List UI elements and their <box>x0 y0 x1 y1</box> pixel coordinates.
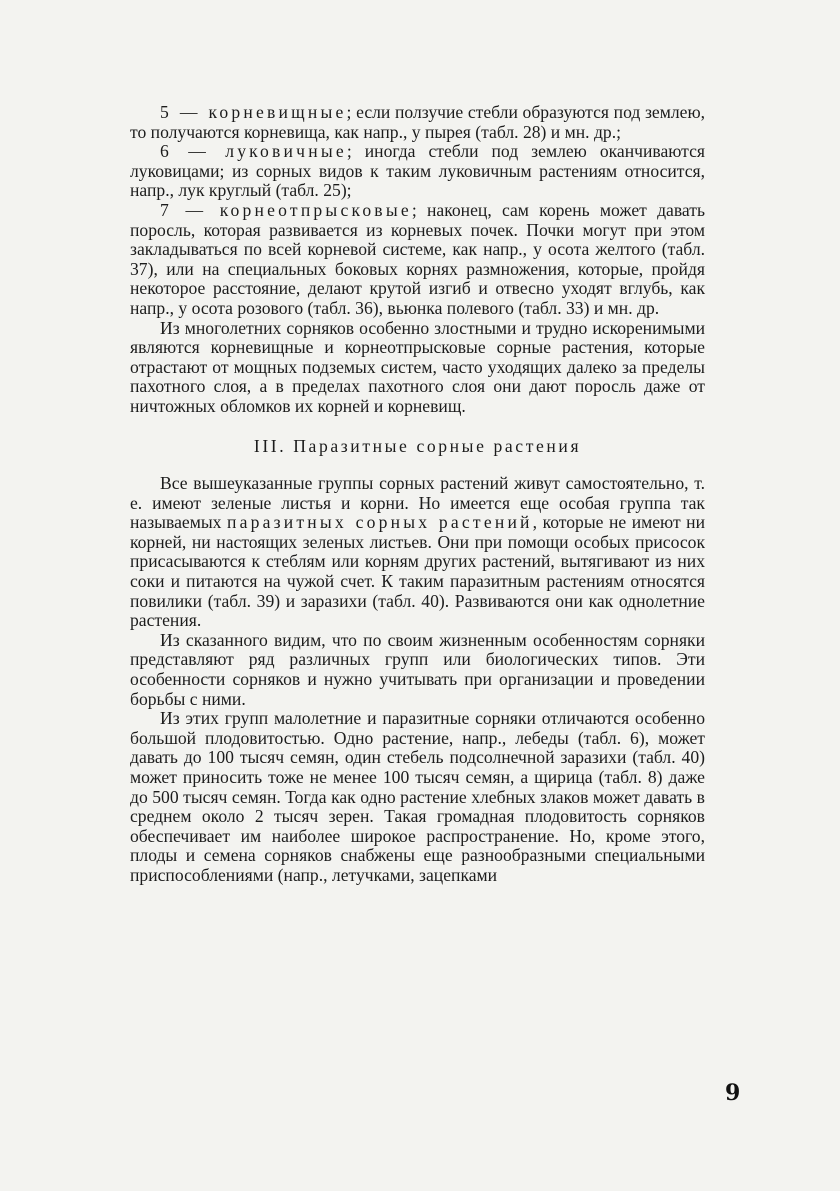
paragraph-root-sucker-text: ; наконец, сам корень может давать поросль, которая развивается из корневых почек. Почки могут при этом закладываться по всей корневой системе, как напр., у осота желтого (табл. 37), или на специальных боковых корнях размножения, которые, пройдя некоторое расстояние, делают крутой изгиб и отвесно уходят вглубь, как напр., у осота розового (табл. 36), вьюнка полевого (табл. 33) и мн. др. <box>130 199 705 318</box>
term-bulbous: 6 — луковичные <box>160 141 347 162</box>
section-heading: III. Паразитные сорные растения <box>253 435 582 456</box>
paragraph-parasitic-before: Все вышеуказанные группы сорных растений живут самостоятельно, т. е. имеют зеленые листья и корни. Но имеется еще особая группа так называемых <box>130 473 705 533</box>
paragraph-parasitic <box>130 474 705 631</box>
term-parasitic: паразитных сорных растений <box>226 512 533 533</box>
body-text <box>130 103 705 886</box>
paragraph-parasitic-after: , которые не имеют ни корней, ни настоящих зеленых листьев. Они при помощи особых присосок присасываются к стеблям или корням других растений, вытягивают из них соки и питаются на чужой счет. К таким паразитным растениям относятся повилики (табл. 39) и заразихи (табл. 40). Развиваются они как однолетние растения. <box>130 512 705 631</box>
term-root-sucker: 7 — корнеотпрысковые <box>160 199 412 220</box>
term-rhizome: 5 — корневищные <box>160 102 347 122</box>
paragraph-fertility: Из этих групп малолетние и паразитные сорняки отличаются особенно большой плодовитостью. Одно растение, напр., лебеды (табл. 6), может давать до 100 тысяч семян, один стебель подсолнечной заразихи (табл. 40) может приносить тоже не менее 100 тысяч семян, а щирица (табл. 8) даже до 500 тысяч семян. Тогда как одно растение хлебных злаков может давать в среднем около 2 тысяч зерен. Такая громадная плодовитость сорняков обеспечивает им наиболее широкое распространение. Но, кроме этого, плоды и семена сорняков снабжены еще разнообразными специальными приспособлениями (напр., летучками, зацепками <box>130 708 705 885</box>
paragraph-perennial-weeds-text: Из многолетних сорняков особенно злостными и трудно искоренимыми являются корневищные и корнеотпрысковые сорные растения, которые отрастают от мощных подземых систем, часто уходящих далеко за пределы пахотного слоя, а в пределах пахотного слоя они дают поросль даже от ничтожных обломков их корней и корневищ. <box>130 317 705 416</box>
paragraph-bulbous <box>130 142 705 201</box>
paragraph-bulbous-text: ; иногда стебли под землею оканчиваются луковицами; из сорных видов к таким луковичным растениям относится, напр., лук круглый (табл. 25); <box>130 141 705 201</box>
paragraph-rhizome-text: ; если ползучие стебли образуются под землею, то получаются корневища, как напр., у пырея (табл. 28) и мн. др.; <box>130 102 705 142</box>
paragraph-root-sucker <box>130 201 705 319</box>
paragraph-rhizome <box>130 103 705 142</box>
paragraph-perennial-weeds <box>130 319 705 417</box>
paragraph-biological-types: Из сказанного видим, что по своим жизненным особенностям сорняки представляют ряд различных групп или биологических типов. Эти особенности сорняков и нужно учитывать при организации и проведении борьбы с ними. <box>130 629 705 709</box>
page-number: 9 <box>725 1080 741 1106</box>
